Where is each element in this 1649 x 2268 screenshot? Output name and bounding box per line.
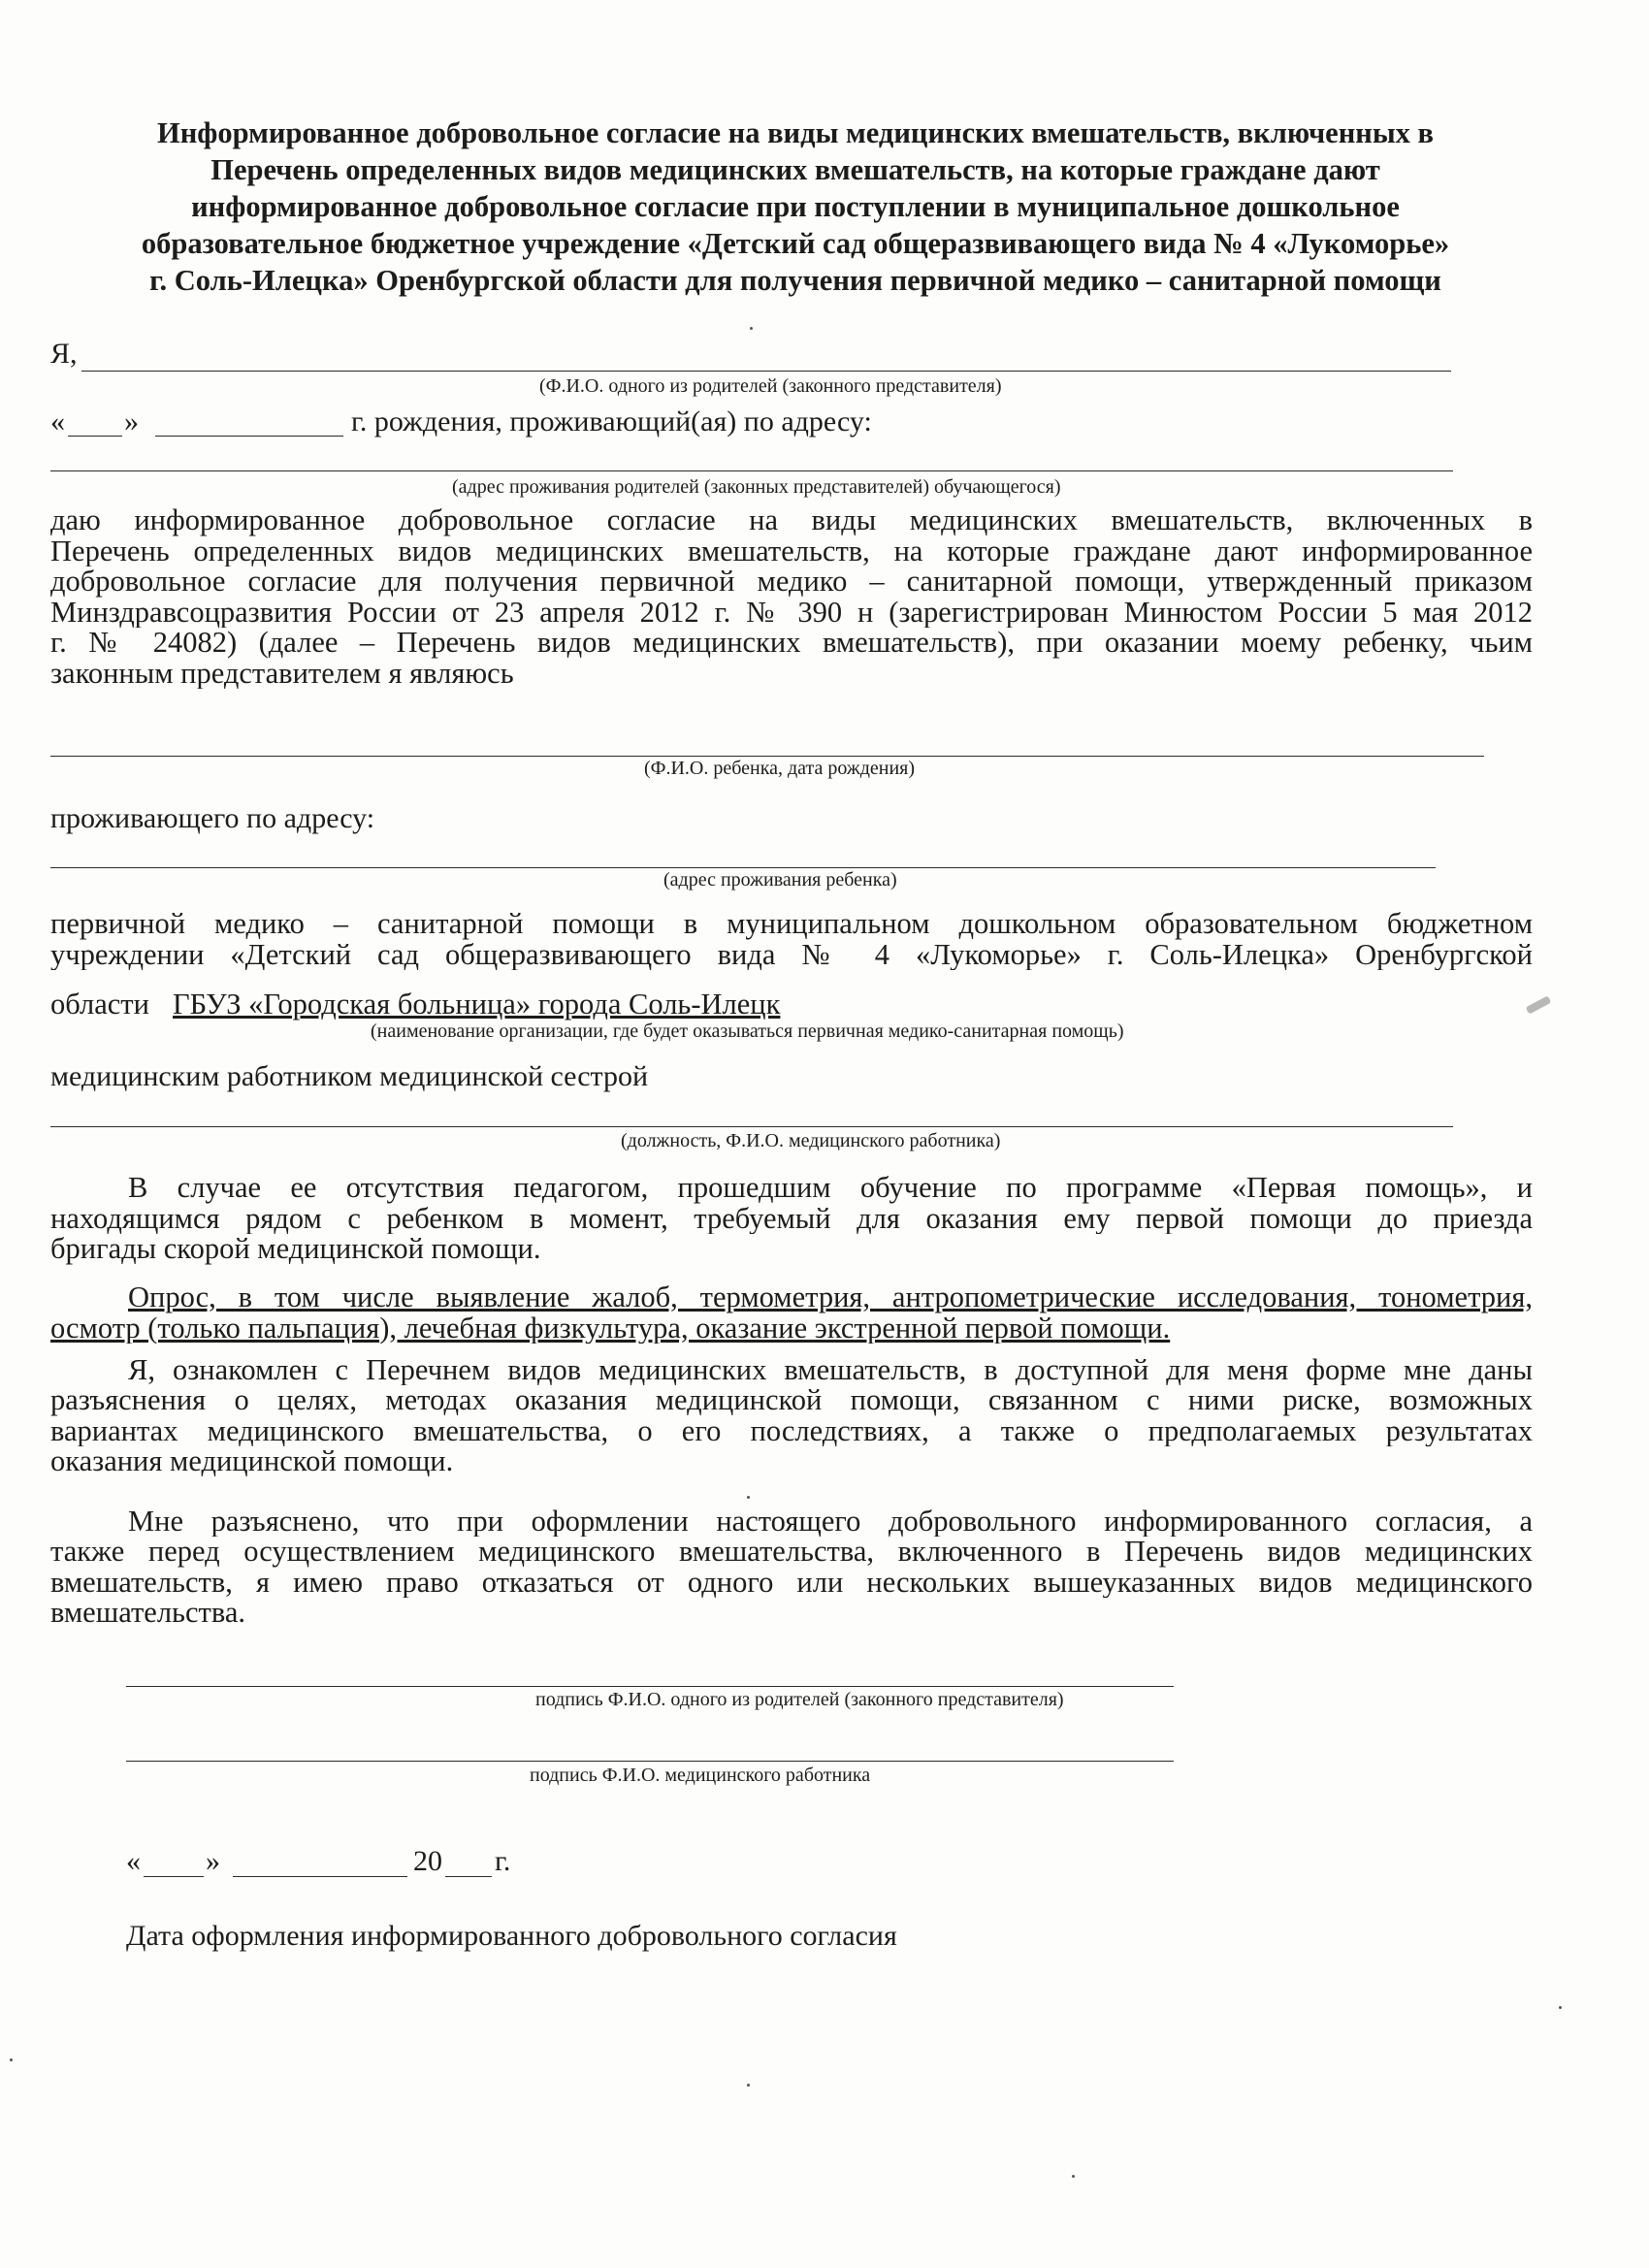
parent-prefix: Я,	[50, 338, 78, 370]
organization-name[interactable]: ГБУЗ «Городская больница» города Соль-Илецк	[173, 988, 781, 1021]
child-address-caption: (адрес проживания ребенка)	[663, 869, 897, 891]
date-month-field[interactable]	[233, 1876, 407, 1877]
refusal-line: также перед осуществлением медицинского вмешательства, включенного в Перечень видов медицинских	[50, 1537, 1533, 1568]
child-address-field[interactable]	[50, 867, 1436, 868]
parent-signature-field[interactable]	[126, 1686, 1174, 1687]
organization-paragraph	[50, 909, 1533, 970]
acknowledge-line: Я, ознакомлен с Перечнем видов медицинских вмешательств, в доступной для меня форме мне даны	[128, 1355, 1533, 1386]
procedures-line: Опрос, в том числе выявление жалоб, термометрия, антропометрические исследования, тонометрия,	[128, 1282, 1533, 1313]
refusal-paragraph	[50, 1507, 1533, 1628]
parent-name-caption: (Ф.И.О. одного из родителей (законного представителя)	[539, 375, 1002, 397]
scan-speck	[747, 1496, 750, 1499]
medical-worker-text: медицинским работником медицинской сестрой	[50, 1060, 649, 1092]
refusal-line: Мне разъяснено, что при оформлении настоящего добровольного информированного согласия, а	[128, 1507, 1533, 1538]
birth-day-close-quote: »	[124, 405, 139, 437]
worker-signature-field[interactable]	[126, 1761, 1174, 1762]
medical-worker-field[interactable]	[50, 1126, 1453, 1127]
birth-day-open-quote: «	[50, 405, 65, 437]
consent-line: даю информированное добровольное согласие на виды медицинских вмешательств, включенных в	[50, 505, 1533, 536]
absence-line: В случае ее отсутствия педагогом, прошедшим обучение по программе «Первая помощь», и	[128, 1173, 1533, 1204]
scan-speck	[10, 2058, 13, 2061]
scan-speck	[1559, 2006, 1562, 2009]
acknowledge-paragraph	[50, 1355, 1533, 1476]
date-open-quote: «	[126, 1845, 141, 1877]
organization-caption: (наименование организации, где будет оказываться первичная медико-санитарная помощь)	[371, 1021, 1124, 1042]
parent-name-field[interactable]	[81, 371, 1451, 372]
birth-year-suffix: г. рождения, проживающий(ая) по адресу:	[351, 405, 872, 437]
consent-paragraph	[50, 505, 1533, 689]
title-line: Информированное добровольное согласие на виды медицинских вмешательств, включенных в	[156, 116, 1435, 149]
acknowledge-line: оказания медицинской помощи.	[50, 1445, 454, 1477]
child-name-field[interactable]	[50, 756, 1484, 757]
title-line: г. Соль-Илецка» Оренбургской области для получения первичной медико – санитарной помощи	[149, 264, 1441, 297]
date-year-field[interactable]	[445, 1876, 492, 1877]
date-close-quote: »	[206, 1845, 220, 1877]
refusal-line: вмешательства.	[50, 1597, 245, 1629]
document-title	[58, 114, 1533, 299]
procedures-line: осмотр (только пальпация), лечебная физкультура, оказание экстренной первой помощи.	[50, 1312, 1171, 1344]
title-line: Перечень определенных видов медицинских вмешательств, на которые граждане дают	[210, 153, 1380, 186]
organization-line: учреждении «Детский сад общеразвивающего вида № 4 «Лукоморье» г. Соль-Илецка» Оренбургской	[50, 939, 1533, 970]
scan-speck	[750, 327, 753, 330]
parent-address-field[interactable]	[50, 470, 1453, 471]
acknowledge-line: разъяснения о целях, методах оказания медицинской помощи, связанном с ними риске, возможных	[50, 1385, 1533, 1416]
procedures-paragraph	[50, 1282, 1533, 1344]
date-year-prefix: 20	[413, 1845, 442, 1877]
worker-signature-caption: подпись Ф.И.О. медицинского работника	[530, 1765, 871, 1786]
consent-line: законным представителем я являюсь	[50, 658, 514, 689]
date-label: Дата оформления информированного добровольного согласия	[126, 1920, 897, 1952]
absence-paragraph	[50, 1173, 1533, 1265]
child-name-caption: (Ф.И.О. ребенка, дата рождения)	[644, 758, 916, 779]
acknowledge-line: вариантах медицинского вмешательства, о его последствиях, а также о предполагаемых результатах	[50, 1415, 1533, 1446]
medical-worker-caption: (должность, Ф.И.О. медицинского работника)	[621, 1130, 1001, 1151]
organization-prefix: области	[50, 988, 149, 1021]
consent-line: г. № 24082) (далее – Перечень видов медицинских вмешательств), при оказании моему ребенку, чьим	[50, 628, 1533, 659]
absence-line: бригады скорой медицинской помощи.	[50, 1234, 541, 1265]
birth-year-field[interactable]	[155, 436, 343, 437]
parent-signature-caption: подпись Ф.И.О. одного из родителей (законного представителя)	[535, 1689, 1064, 1710]
title-line: информированное добровольное согласие при поступлении в муниципальное дошкольное	[191, 190, 1400, 223]
organization-line: первичной медико – санитарной помощи в муниципальном дошкольном образовательном бюджетном	[50, 909, 1533, 940]
parent-address-caption: (адрес проживания родителей (законных представителей) обучающегося)	[452, 476, 1061, 498]
absence-line: находящимся рядом с ребенком в момент, требуемый для оказания ему первой помощи до приезда	[50, 1203, 1533, 1234]
birth-day-field[interactable]	[68, 436, 122, 437]
child-address-label: проживающего по адресу:	[50, 802, 375, 834]
consent-line: Минздравсоцразвития России от 23 апреля 2012 г. № 390 н (зарегистрирован Минюстом России 5 мая 2012	[50, 597, 1533, 628]
scan-mark	[1526, 995, 1552, 1014]
refusal-line: вмешательств, я имею право отказаться от одного или нескольких вышеуказанных видов медицинского	[50, 1567, 1533, 1598]
date-year-suffix: г.	[495, 1845, 511, 1877]
consent-line: добровольное согласие для получения первичной медико – санитарной помощи, утвержденный приказом	[50, 567, 1533, 598]
scan-speck	[1072, 2175, 1075, 2178]
date-day-field[interactable]	[144, 1876, 204, 1877]
title-line: образовательное бюджетное учреждение «Детский сад общеразвивающего вида № 4 «Лукоморье»	[141, 227, 1450, 260]
scan-speck	[747, 2084, 750, 2087]
consent-line: Перечень определенных видов медицинских вмешательств, на которые граждане дают информированное	[50, 535, 1533, 567]
